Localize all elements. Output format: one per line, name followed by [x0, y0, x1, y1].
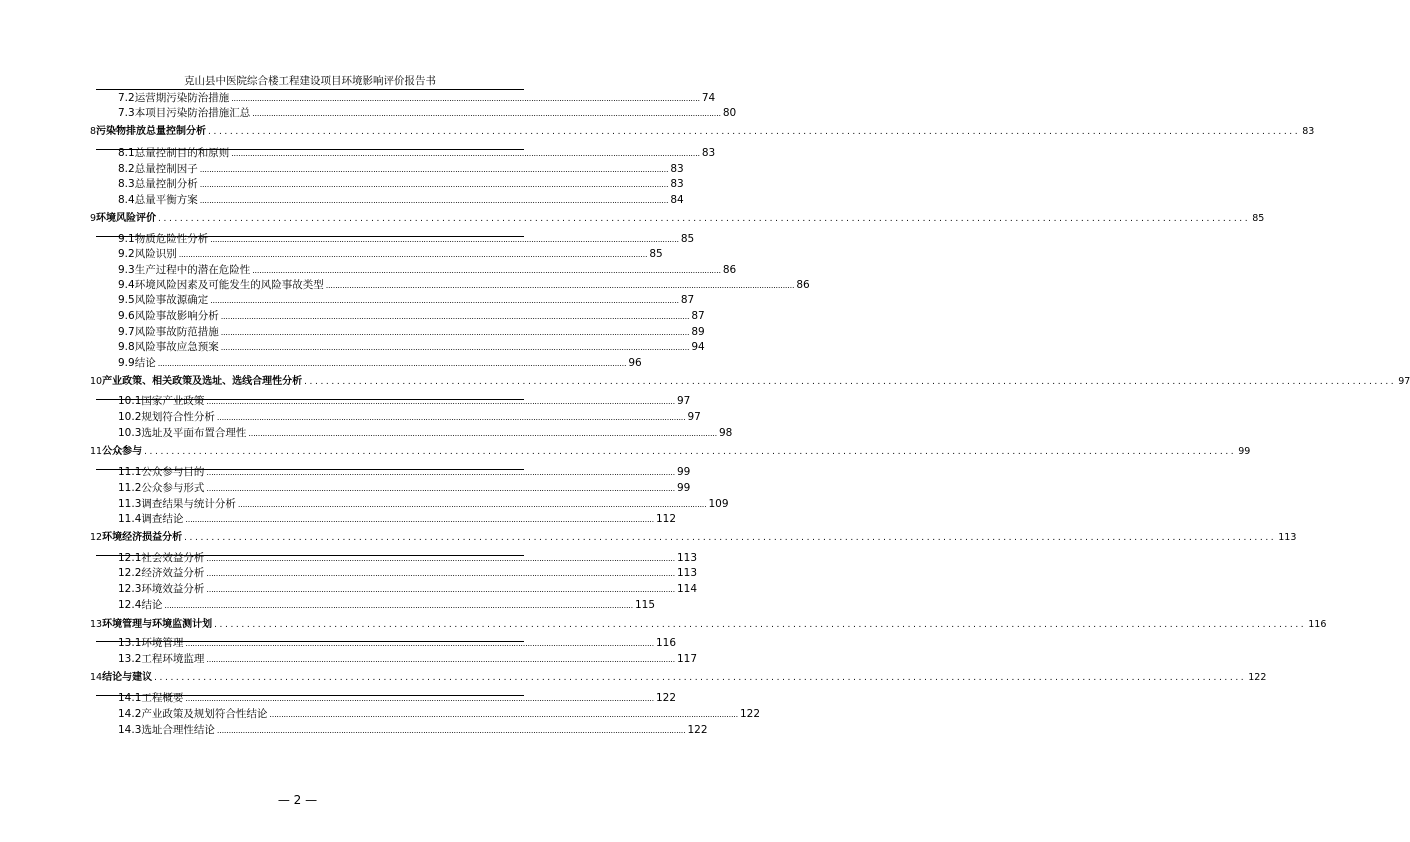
dot-leader: ........................................................................................................................................................................................................ [185, 515, 654, 524]
toc-entry-page: 86 [796, 279, 810, 291]
dot-leader: ........................................................................................................................................................................................................ [216, 413, 686, 422]
toc-section-entry[interactable] [118, 426, 733, 441]
toc-entry-page: 87 [691, 310, 705, 322]
dot-leader: ........................................................................................................................................................................................................ [269, 710, 738, 719]
toc-entry-page: 80 [722, 107, 737, 119]
dot-leader: ........................................................................................................................................................................................................ [210, 296, 679, 305]
toc-entry-number: 9.7 [118, 326, 135, 338]
dot-leader: ........................................................................................................................................................................................................ [206, 468, 675, 477]
toc-entry-title: 选址合理性结论 [141, 724, 215, 736]
toc-chapter-entry[interactable] [90, 211, 1265, 226]
dot-leader: ........................................................................................................................................................................................................ [216, 726, 686, 735]
toc-entry-title: 风险识别 [134, 248, 177, 260]
toc-entry-number: 12.3 [118, 583, 142, 595]
toc-entry-number: 11.4 [118, 513, 142, 525]
toc-entry-title: 产业政策及规划符合性结论 [141, 708, 268, 720]
toc-section-entry[interactable] [118, 723, 708, 738]
toc-section-entry[interactable] [118, 232, 695, 247]
dot-leader: ........................................................................................................................................................................................................ [206, 397, 675, 406]
toc-section-entry[interactable] [118, 566, 698, 581]
toc-entry-number: 9.6 [118, 310, 135, 322]
toc-entry-title: 选址及平面布置合理性 [141, 427, 247, 439]
toc-chapter-entry[interactable] [90, 617, 1327, 632]
chapter-divider [96, 641, 524, 642]
toc-entry-page: 122 [1248, 672, 1267, 683]
toc-entry-title: 公众参与形式 [141, 482, 205, 494]
toc-entry-page: 84 [670, 194, 684, 206]
dot-leader: ........................................................................................................................................................................................................ [220, 312, 690, 321]
toc-entry-title: 生产过程中的潜在危险性 [134, 264, 251, 276]
toc-entry-number: 10.3 [118, 427, 142, 439]
toc-entry-page: 99 [1238, 446, 1251, 457]
toc-entry-number: 11.2 [118, 482, 142, 494]
dot-leader: ........................................................................................................................................................................................................ [206, 484, 675, 493]
toc-entry-page: 112 [656, 513, 677, 525]
toc-entry-number: 11.1 [118, 466, 142, 478]
toc-chapter-entry[interactable] [90, 444, 1251, 459]
toc-entry-page: 83 [701, 147, 716, 159]
toc-entry-number: 9.2 [118, 248, 135, 260]
toc-section-entry[interactable] [118, 707, 761, 722]
dot-leader: ........................................................................................................................................................................................................ [206, 585, 675, 594]
toc-entry-number: 8.2 [118, 163, 135, 175]
dot-leader: ........................................................................................................................................................................................................ [208, 127, 1301, 137]
toc-section-entry[interactable] [118, 636, 677, 651]
toc-entry-title: 物质危险性分析 [134, 233, 209, 245]
toc-entry-page: 74 [701, 92, 716, 104]
toc-entry-page: 122 [687, 724, 708, 736]
toc-section-entry[interactable] [118, 106, 737, 121]
toc-section-entry[interactable] [118, 91, 716, 106]
toc-section-entry[interactable] [118, 263, 737, 278]
toc-entry-page: 85 [680, 233, 695, 245]
toc-section-entry[interactable] [118, 598, 656, 613]
toc-entry-number: 10.2 [118, 411, 142, 423]
dot-leader: ........................................................................................................................................................................................................ [199, 165, 669, 174]
toc-chapter-entry[interactable] [90, 374, 1410, 389]
dot-leader: ........................................................................................................................................................................................................ [214, 620, 1307, 630]
toc-entry-page: 94 [691, 341, 705, 353]
toc-entry-title: 国家产业政策 [141, 395, 205, 407]
toc-entry-number: 8.1 [118, 147, 135, 159]
toc-entry-page: 113 [1278, 532, 1297, 543]
toc-section-entry[interactable] [118, 497, 729, 512]
toc-entry-title: 风险事故源确定 [134, 294, 209, 306]
toc-entry-title: 产业政策、相关政策及选址、选线合理性分析 [102, 376, 303, 387]
toc-entry-page: 89 [691, 326, 705, 338]
dot-leader: ........................................................................................................................................................................................................ [154, 673, 1247, 683]
dot-leader: ........................................................................................................................................................................................................ [248, 429, 717, 438]
dot-leader: ........................................................................................................................................................................................................ [185, 694, 654, 703]
toc-entry-page: 87 [680, 294, 695, 306]
chapter-divider [96, 399, 524, 400]
toc-entry-number: 9.4 [118, 279, 135, 291]
dot-leader: ........................................................................................................................................................................................................ [184, 533, 1277, 543]
page-number: — 2 — [277, 793, 318, 807]
toc-entry-page: 113 [677, 552, 698, 564]
toc-section-entry[interactable] [118, 356, 642, 371]
running-header: 克山县中医院综合楼工程建设项目环境影响评价报告书 [184, 75, 436, 87]
toc-chapter-entry[interactable] [90, 670, 1267, 685]
toc-entry-number: 13 [90, 619, 103, 630]
toc-entry-number: 9.8 [118, 341, 135, 353]
toc-entry-page: 113 [677, 567, 698, 579]
toc-entry-page: 122 [740, 708, 761, 720]
toc-section-entry[interactable] [118, 309, 705, 324]
toc-section-entry[interactable] [118, 465, 691, 480]
toc-entry-title: 环境管理与环境监测计划 [102, 619, 213, 630]
toc-section-entry[interactable] [118, 162, 684, 177]
toc-entry-title: 公众参与 [102, 446, 143, 457]
toc-entry-number: 13.1 [118, 637, 142, 649]
toc-entry-page: 122 [656, 692, 677, 704]
toc-entry-title: 风险事故防范措施 [134, 326, 219, 338]
toc-section-entry[interactable] [118, 247, 663, 262]
toc-entry-page: 83 [670, 163, 684, 175]
toc-entry-title: 规划符合性分析 [141, 411, 215, 423]
toc-entry-title: 工程环境监理 [141, 653, 205, 665]
toc-entry-title: 经济效益分析 [141, 567, 205, 579]
toc-entry-number: 9.1 [118, 233, 135, 245]
toc-section-entry[interactable] [118, 652, 698, 667]
toc-entry-title: 工程概要 [141, 692, 184, 704]
dot-leader: ........................................................................................................................................................................................................ [206, 554, 675, 563]
toc-entry-title: 结论与建议 [102, 672, 153, 683]
toc-entry-number: 9 [90, 213, 97, 224]
toc-entry-number: 13.2 [118, 653, 142, 665]
dot-leader: ........................................................................................................................................................................................................ [164, 601, 633, 610]
dot-leader: ........................................................................................................................................................................................................ [144, 447, 1237, 457]
toc-section-entry[interactable] [118, 691, 677, 706]
toc-entry-title: 总量控制因子 [134, 163, 198, 175]
toc-entry-title: 社会效益分析 [141, 552, 205, 564]
toc-entry-page: 96 [628, 357, 642, 369]
chapter-divider [96, 555, 524, 556]
toc-entry-number: 10.1 [118, 395, 142, 407]
toc-chapter-entry[interactable] [90, 530, 1297, 545]
toc-entry-page: 85 [1252, 213, 1265, 224]
toc-entry-page: 97 [677, 395, 691, 407]
toc-entry-title: 环境风险因素及可能发生的风险事故类型 [134, 279, 324, 291]
toc-section-entry[interactable] [118, 340, 705, 355]
toc-entry-number: 9.5 [118, 294, 135, 306]
toc-entry-page: 114 [677, 583, 698, 595]
toc-entry-number: 12 [90, 532, 103, 543]
toc-entry-page: 109 [708, 498, 729, 510]
toc-entry-number: 14.1 [118, 692, 142, 704]
toc-entry-title: 总量控制分析 [134, 178, 198, 190]
toc-entry-title: 环境效益分析 [141, 583, 205, 595]
toc-entry-page: 85 [649, 248, 663, 260]
toc-entry-number: 12.2 [118, 567, 142, 579]
toc-section-entry[interactable] [118, 193, 684, 208]
toc-section-entry[interactable] [118, 293, 695, 308]
toc-entry-number: 8.3 [118, 178, 135, 190]
toc-entry-title: 公众参与目的 [141, 466, 205, 478]
toc-entry-number: 11.3 [118, 498, 142, 510]
toc-entry-page: 86 [722, 264, 737, 276]
toc-entry-number: 12.4 [118, 599, 142, 611]
toc-entry-page: 97 [1398, 376, 1410, 387]
toc-entry-title: 总量控制目的和原则 [134, 147, 230, 159]
chapter-divider [96, 695, 524, 696]
toc-entry-title: 运营期污染防治措施 [134, 92, 230, 104]
toc-chapter-entry[interactable] [90, 124, 1315, 139]
toc-entry-page: 83 [1302, 126, 1315, 137]
dot-leader: ........................................................................................................................................................................................................ [252, 266, 721, 275]
toc-entry-number: 7.2 [118, 92, 135, 104]
dot-leader: ........................................................................................................................................................................................................ [325, 281, 795, 290]
toc-entry-number: 8.4 [118, 194, 135, 206]
toc-section-entry[interactable] [118, 582, 698, 597]
dot-leader: ........................................................................................................................................................................................................ [178, 250, 648, 259]
toc-entry-page: 97 [687, 411, 701, 423]
toc-section-entry[interactable] [118, 551, 698, 566]
toc-entry-title: 调查结论 [141, 513, 184, 525]
toc-entry-number: 9.9 [118, 357, 135, 369]
dot-leader: ........................................................................................................................................................................................................ [220, 328, 690, 337]
toc-entry-title: 总量平衡方案 [134, 194, 198, 206]
toc-entry-number: 11 [90, 446, 103, 457]
toc-entry-page: 98 [719, 427, 733, 439]
header-rule [96, 89, 524, 90]
toc-entry-title: 环境管理 [141, 637, 184, 649]
toc-section-entry[interactable] [118, 410, 701, 425]
dot-leader: ........................................................................................................................................................................................................ [199, 196, 669, 205]
toc-entry-number: 7.3 [118, 107, 135, 119]
toc-entry-number: 8 [90, 126, 97, 137]
dot-leader: ........................................................................................................................................................................................................ [157, 359, 627, 368]
toc-section-entry[interactable] [118, 512, 677, 527]
toc-entry-title: 本项目污染防治措施汇总 [134, 107, 251, 119]
dot-leader: ........................................................................................................................................................................................................ [252, 109, 721, 118]
toc-entry-title: 风险事故影响分析 [134, 310, 219, 322]
toc-entry-page: 116 [656, 637, 677, 649]
toc-entry-number: 14.2 [118, 708, 142, 720]
chapter-divider [96, 469, 524, 470]
dot-leader: ........................................................................................................................................................................................................ [158, 214, 1251, 224]
toc-entry-page: 99 [677, 466, 691, 478]
toc-entry-title: 环境经济损益分析 [102, 532, 183, 543]
toc-entry-title: 结论 [134, 357, 156, 369]
toc-entry-page: 83 [670, 178, 684, 190]
toc-entry-title: 环境风险评价 [96, 213, 157, 224]
dot-leader: ........................................................................................................................................................................................................ [304, 377, 1397, 387]
dot-leader: ........................................................................................................................................................................................................ [199, 180, 669, 189]
toc-section-entry[interactable] [118, 394, 691, 409]
toc-section-entry[interactable] [118, 481, 691, 496]
toc-entry-number: 14 [90, 672, 103, 683]
toc-entry-title: 结论 [141, 599, 163, 611]
dot-leader: ........................................................................................................................................................................................................ [206, 655, 675, 664]
toc-entry-number: 10 [90, 376, 103, 387]
toc-entry-title: 污染物排放总量控制分析 [96, 126, 207, 137]
chapter-divider [96, 236, 524, 237]
dot-leader: ........................................................................................................................................................................................................ [231, 94, 700, 103]
dot-leader: ........................................................................................................................................................................................................ [220, 343, 690, 352]
toc-section-entry[interactable] [118, 278, 810, 293]
chapter-divider [96, 149, 524, 150]
toc-entry-number: 9.3 [118, 264, 135, 276]
toc-section-entry[interactable] [118, 177, 684, 192]
dot-leader: ........................................................................................................................................................................................................ [210, 235, 679, 244]
toc-entry-number: 12.1 [118, 552, 142, 564]
dot-leader: ........................................................................................................................................................................................................ [185, 639, 654, 648]
dot-leader: ........................................................................................................................................................................................................ [237, 500, 707, 509]
toc-entry-page: 117 [677, 653, 698, 665]
dot-leader: ........................................................................................................................................................................................................ [231, 149, 700, 158]
toc-entry-number: 14.3 [118, 724, 142, 736]
toc-section-entry[interactable] [118, 325, 705, 340]
toc-entry-page: 116 [1308, 619, 1327, 630]
toc-entry-title: 调查结果与统计分析 [141, 498, 236, 510]
toc-entry-page: 115 [635, 599, 656, 611]
dot-leader: ........................................................................................................................................................................................................ [206, 569, 675, 578]
toc-entry-title: 风险事故应急预案 [134, 341, 219, 353]
toc-entry-page: 99 [677, 482, 691, 494]
